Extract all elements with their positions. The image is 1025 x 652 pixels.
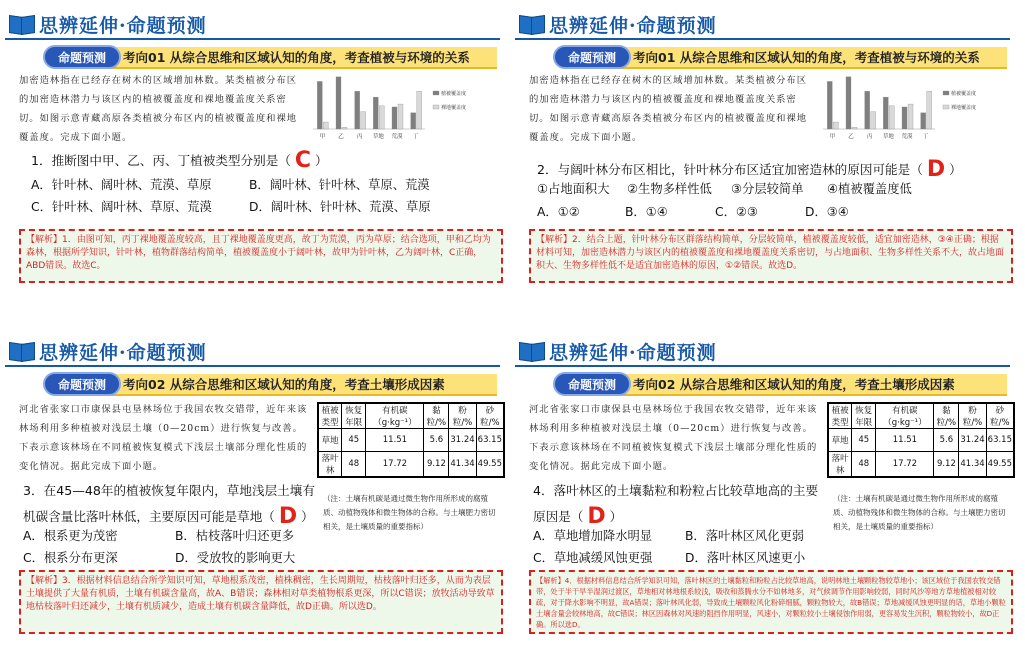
bar-vegetation-2	[336, 77, 341, 129]
legend-swatch	[433, 105, 439, 109]
question-close: ）	[301, 509, 314, 524]
legend-label: 植被覆盖度	[951, 91, 977, 97]
choice-2: ②生物多样性低	[627, 182, 712, 196]
analysis-box: 【解析】2．结合上题，针叶林分布区群落结构简单，分层较简单，植被覆盖度较低，适宜加密造林，③④正确；根据材料可知，加密造林潜力与该区内的植被覆盖度和裸地覆盖度关系密切，与占地面积、生物多样性关系不大，故占地面积大、生物多样性低不是适宜加密造林的原因，①②错误。故选D。	[529, 229, 1013, 283]
bar-bare-2	[852, 127, 857, 129]
legend-swatch	[943, 91, 949, 95]
x-tick-label: 甲	[829, 134, 836, 140]
cell: 9.12	[934, 452, 959, 478]
bar-vegetation-5	[392, 107, 397, 129]
soil-table	[827, 402, 1015, 478]
book-icon	[9, 341, 35, 361]
answer-mark: D	[278, 504, 298, 529]
book-icon	[519, 341, 545, 361]
question-3-line-2	[23, 502, 314, 527]
choice-3: ③分层较简单	[731, 182, 804, 196]
option-c: C．根系分布更深	[23, 551, 118, 565]
topic-title: 考向02 从综合思维和区域认知的角度，考查土壤形成因素	[123, 377, 445, 392]
header-cell: 黏粒/%	[424, 403, 449, 429]
question-text: 1．推断图中甲、乙、丙、丁植被类型分别是（	[31, 153, 291, 168]
legend-label: 植被覆盖度	[441, 91, 467, 97]
table-note: （注：土壤有机碳是通过微生物作用所形成的腐殖质、动植物残体和微生物体的合称。与土壤肥力密切相关，是土壤质量的重要指标）	[323, 494, 496, 531]
legend-swatch	[943, 105, 949, 109]
slide-2	[515, 5, 1015, 325]
option-c: C．②③	[715, 205, 758, 219]
question-close: ）	[949, 162, 962, 177]
cell: 63.15	[986, 429, 1014, 452]
table-row	[828, 429, 1014, 452]
x-tick-label: 乙	[848, 134, 854, 140]
question-4-line-1: 4．落叶林区的土壤黏粒和粉粒占比较草地高的主要	[533, 483, 819, 498]
analysis-box: 【解析】1．由图可知，丙丁裸地覆盖度较高，且丁裸地覆盖度更高，故丁为荒漠，丙为草原；结合选项，甲和乙均为森林，根据所学知识，针叶林，植物群落结构简单，植被覆盖度小于阔叶林，故甲为针叶林，乙为阔叶林，C正确，ABD错误。故选C。	[19, 229, 503, 283]
option-d: D．落叶林区风速更小	[685, 551, 806, 565]
slide-3	[5, 332, 505, 652]
topic-title: 考向01 从综合思维和区域认知的角度，考查植被与环境的关系	[123, 50, 470, 65]
bar-bare-1	[833, 122, 838, 129]
legend-label: 裸地覆盖度	[441, 105, 467, 111]
cell: 5.6	[424, 429, 449, 452]
option-d: D．③④	[805, 205, 849, 219]
cell: 草地	[318, 429, 342, 452]
cell: 31.24	[449, 429, 476, 452]
cell: 45	[852, 429, 876, 452]
answer-mark: D	[587, 504, 606, 529]
bar-bare-3	[871, 112, 876, 129]
x-tick-label: 丙	[866, 134, 873, 140]
intro-text: 河北省张家口市康保县屯垦林场位于我国农牧交错带，近年来该林场利用多种植被对浅层土壤（0—20cm）进行恢复与改善。下表示意该林场在不同植被恢复模式下浅层土壤部分理化性质的变化情况。据此完成下面小题。	[19, 404, 308, 472]
table-header	[318, 403, 504, 429]
table-note: （注：土壤有机碳是通过微生物作用所形成的腐殖质、动植物残体和微生物体的合称。与土壤肥力密切相关，是土壤质量的重要指标）	[833, 494, 1006, 531]
option-a: A．草地增加降水明显	[533, 529, 653, 543]
intro-text: 加密造林指在已经存在树木的区域增加林数。某类植被分布区的加密造林潜力与该区内的植被覆盖度和裸地覆盖度关系密切。如图示意青藏高原各类植被分布区内的植被覆盖度和裸地覆盖度。完成下面小题。	[19, 75, 298, 143]
cell: 11.51	[876, 429, 934, 452]
question-1	[31, 146, 328, 171]
bar-bare-6	[927, 91, 932, 129]
topic-title: 考向02 从综合思维和区域认知的角度，考查土壤形成因素	[633, 377, 955, 392]
bar-bare-4	[889, 106, 894, 129]
header-cell: 粉粒/%	[959, 403, 986, 429]
prediction-pill: 命题预测	[553, 45, 631, 69]
bar-vegetation-1	[827, 81, 832, 129]
table-row	[828, 452, 1014, 478]
question-2	[537, 155, 962, 180]
bar-vegetation-4	[883, 97, 888, 129]
cell: 17.72	[366, 452, 424, 478]
option-a: A．针叶林、阔叶林、荒漠、草原	[31, 178, 212, 192]
option-a: A．根系更为茂密	[23, 529, 118, 543]
cell: 41.34	[959, 452, 986, 478]
option-d: D．阔叶林、针叶林、荒漠、草原	[249, 200, 431, 214]
topic-title: 考向01 从综合思维和区域认知的角度，考查植被与环境的关系	[633, 50, 980, 65]
bar-vegetation-3	[355, 91, 360, 129]
choice-4: ④植被覆盖度低	[827, 182, 912, 196]
cell: 31.24	[959, 429, 986, 452]
x-tick-label: 荒漠	[391, 134, 403, 140]
bar-vegetation-4	[373, 97, 378, 129]
header-cell: 植被类型	[828, 403, 852, 429]
header-cell: 粉粒/%	[449, 403, 476, 429]
intro-text: 河北省张家口市康保县屯垦林场位于我国农牧交错带，近年来该林场利用多种植被对浅层土壤（0—20cm）进行恢复与改善。下表示意该林场在不同植被恢复模式下浅层土壤部分理化性质的变化情况。据此完成下面小题。	[529, 404, 818, 472]
analysis-box: 【解析】4．根据材料信息结合所学知识可知，落叶林区的土壤黏粒和粉粒占比较草地高，说明林地土壤颗粒物较草地小；该区域位于我国农牧交错带，处于半干旱半湿润过渡区，草地相对林地根系较浅，吸收和蒸腾水分不如林地多，对气候调节作用影响较弱，同时风沙等地方草地植被相对较疏，对于降水影响不明显，故A错误；落叶林风化弱，导致成土壤颗粒风化粉碎细腻，颗粒物较大，故B错误；草地减缓风蚀更明显的话，草地小颗粒土壤含量会较林地高，故C错误；林区因森林对风速的阻挡作用明显，风速小，对颗粒较小土壤侵蚀作用弱，更容易发生沉积，颗粒物较小，故D正确。所以选D。	[529, 570, 1013, 634]
bar-bare-5	[398, 104, 403, 129]
brand-header	[519, 338, 717, 364]
table-row	[318, 429, 504, 452]
chart-marks	[313, 77, 466, 140]
brand-header	[9, 338, 207, 364]
bar-bare-6	[417, 91, 422, 129]
divider	[5, 38, 500, 40]
header-cell: 黏粒/%	[934, 403, 959, 429]
x-tick-label: 甲	[319, 134, 326, 140]
option-d: D．受放牧的影响更大	[175, 551, 296, 565]
x-tick-label: 乙	[338, 134, 344, 140]
soil-table	[317, 402, 505, 478]
x-tick-label: 丁	[412, 134, 419, 140]
question-text: 机碳含量比落叶林低，主要原因可能是草地（	[23, 509, 275, 524]
x-tick-label: 草地	[882, 134, 894, 140]
header-cell: 植被类型	[318, 403, 342, 429]
brand-title: 思辨延伸·命题预测	[39, 341, 207, 364]
divider	[515, 365, 1010, 367]
cell: 落叶林	[318, 452, 342, 478]
topic-banner	[523, 372, 1007, 396]
bar-vegetation-6	[411, 113, 416, 129]
cell: 5.6	[934, 429, 959, 452]
analysis-box: 【解析】3．根据材料信息结合所学知识可知，草地根系茂密，植株稠密，生长周期短，枯枝落叶归还多，从而为表层土壤提供了大量有机质，土壤有机碳含量高，故A、B错误；森林相对草类植物根系更深，所以C错误；放牧活动导致草地枯枝落叶归还减少，土壤有机质减少，造成土壤有机碳含量降低，故D正确。所以选D。	[19, 570, 503, 634]
question-4-line-2	[533, 502, 622, 527]
option-a: A．①②	[537, 205, 580, 219]
slide-4	[515, 332, 1015, 652]
cell: 17.72	[876, 452, 934, 478]
header-cell: 有机碳（g·kg⁻¹）	[366, 403, 424, 429]
x-tick-label: 丁	[922, 134, 929, 140]
prediction-pill: 命题预测	[43, 372, 121, 396]
prediction-pill: 命题预测	[553, 372, 631, 396]
cell: 48	[852, 452, 876, 478]
bar-bare-1	[323, 122, 328, 129]
x-tick-label: 丙	[356, 134, 363, 140]
x-tick-label: 荒漠	[901, 134, 913, 140]
header-cell: 有机碳（g·kg⁻¹）	[876, 403, 934, 429]
divider	[5, 365, 500, 367]
cell: 49.55	[986, 452, 1014, 478]
prediction-pill: 命题预测	[43, 45, 121, 69]
header-cell: 恢复年限	[852, 403, 876, 429]
legend-swatch	[433, 91, 439, 95]
bar-vegetation-3	[865, 91, 870, 129]
slide-1	[5, 5, 505, 325]
x-tick-label: 草地	[372, 134, 384, 140]
bar-vegetation-1	[317, 81, 322, 129]
question-text: 2．与阔叶林分布区相比，针叶林分布区适宜加密造林的原因可能是（	[537, 162, 923, 177]
book-icon	[519, 14, 545, 34]
bar-chart	[815, 65, 985, 145]
header-cell: 砂粒/%	[986, 403, 1014, 429]
question-close: ）	[609, 509, 623, 524]
bar-chart	[305, 65, 475, 145]
bar-vegetation-2	[846, 77, 851, 129]
header-cell: 砂粒/%	[476, 403, 504, 429]
option-c: C．草地减缓风蚀更强	[533, 551, 653, 565]
cell: 落叶林	[828, 452, 852, 478]
brand-title: 思辨延伸·命题预测	[549, 14, 717, 37]
option-b: B．①④	[625, 205, 668, 219]
option-b: B．枯枝落叶归还更多	[175, 529, 295, 543]
option-b: B．阔叶林、针叶林、草原、荒漠	[249, 178, 430, 192]
cell: 45	[342, 429, 366, 452]
question-text: 原因是（	[533, 509, 584, 524]
bar-bare-3	[361, 112, 366, 129]
header-cell: 恢复年限	[342, 403, 366, 429]
divider	[515, 38, 1010, 40]
cell: 11.51	[366, 429, 424, 452]
bar-bare-5	[908, 104, 913, 129]
question-3-line-1: 3．在45—48年的植被恢复年限内，草地浅层土壤有	[23, 483, 315, 498]
answer-mark: C	[294, 148, 312, 173]
bar-vegetation-5	[902, 107, 907, 129]
brand-header	[519, 11, 717, 37]
answer-mark: D	[926, 157, 946, 182]
bar-bare-4	[379, 106, 384, 129]
cell: 49.55	[476, 452, 504, 478]
cell: 9.12	[424, 452, 449, 478]
cell: 41.34	[449, 452, 476, 478]
cell: 草地	[828, 429, 852, 452]
legend-label: 裸地覆盖度	[951, 105, 977, 111]
brand-title: 思辨延伸·命题预测	[39, 14, 207, 37]
table-header	[828, 403, 1014, 429]
bar-bare-2	[342, 127, 347, 129]
brand-header	[9, 11, 207, 37]
table-row	[318, 452, 504, 478]
intro-text: 加密造林指在已经存在树木的区域增加林数。某类植被分布区的加密造林潜力与该区内的植被覆盖度和裸地覆盖度关系密切。如图示意青藏高原各类植被分布区内的植被覆盖度和裸地覆盖度。完成下面小题。	[529, 75, 808, 143]
cell: 48	[342, 452, 366, 478]
book-icon	[9, 14, 35, 34]
question-close: ）	[315, 153, 328, 168]
brand-title: 思辨延伸·命题预测	[549, 341, 717, 364]
topic-banner	[13, 372, 497, 396]
choice-1: ①占地面积大	[537, 182, 610, 196]
bar-vegetation-6	[921, 113, 926, 129]
chart-marks	[823, 77, 976, 140]
option-b: B．落叶林区风化更弱	[685, 529, 805, 543]
cell: 63.15	[476, 429, 504, 452]
option-c: C．针叶林、阔叶林、草原、荒漠	[31, 200, 212, 214]
